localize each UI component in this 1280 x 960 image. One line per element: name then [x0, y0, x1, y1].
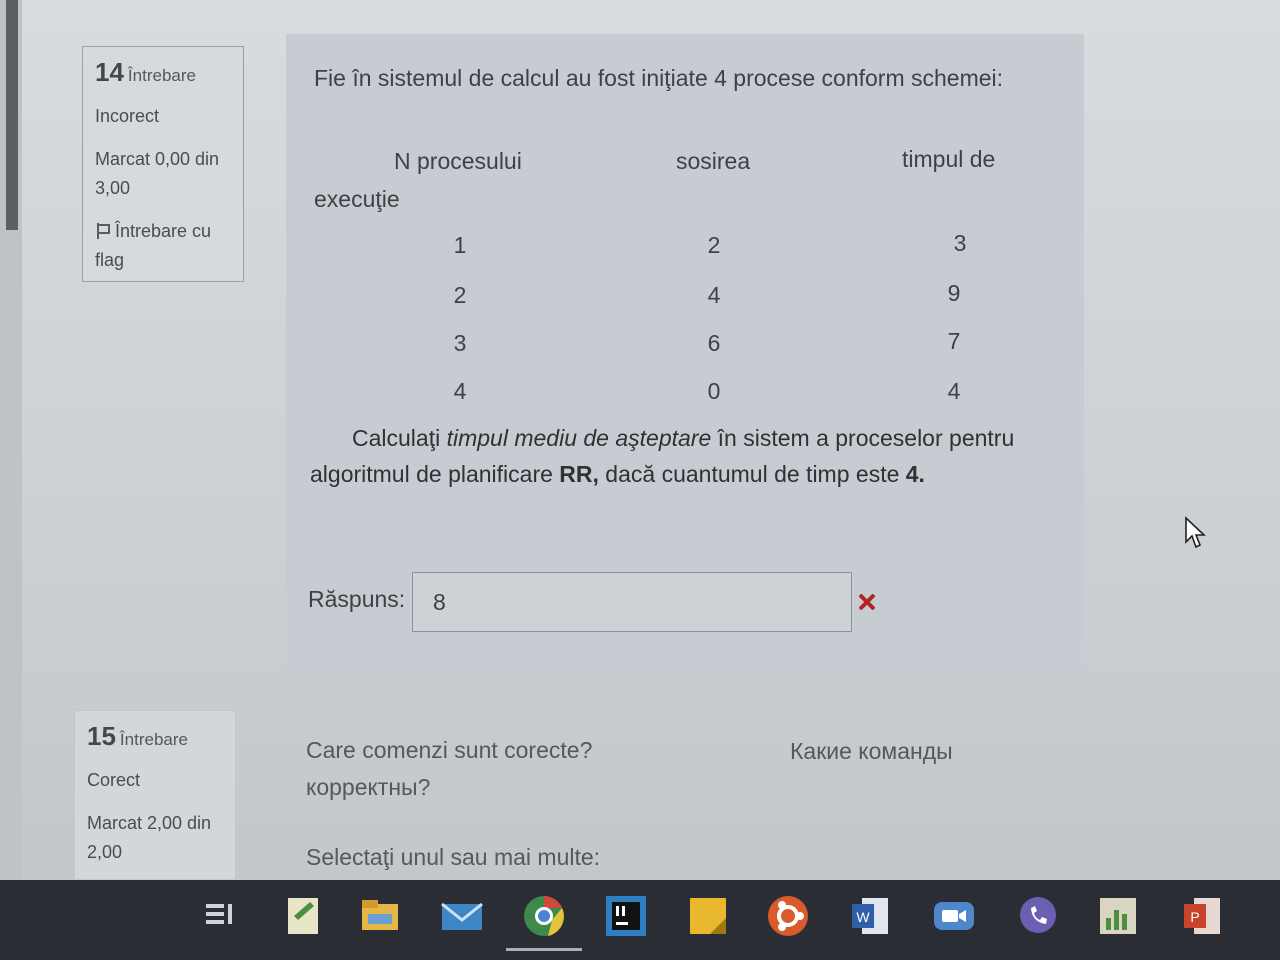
table-header-arrival: sosirea	[676, 148, 751, 174]
powerpoint-icon[interactable]	[1180, 894, 1224, 938]
svg-text:P: P	[1190, 909, 1200, 925]
table-cell: 4	[453, 378, 467, 404]
question-status: Incorect	[95, 106, 160, 126]
question-number: 14	[95, 57, 124, 87]
table-cell: 1	[453, 232, 467, 258]
word-icon[interactable]	[848, 894, 892, 938]
table-header-exec-line2: execuţie	[314, 186, 400, 212]
question-15-info	[74, 710, 236, 880]
select-prompt: Selectaţi unul sau mai multe:	[306, 844, 601, 870]
svg-text:W: W	[856, 909, 870, 925]
chrome-icon[interactable]	[522, 894, 566, 938]
left-scroll-edge	[0, 0, 22, 880]
answer-label: Răspuns:	[308, 586, 406, 612]
question-14-panel	[286, 34, 1084, 670]
question-word: Întrebare	[119, 730, 188, 749]
mouse-cursor-icon	[1184, 516, 1206, 550]
question-intro: Fie în sistemul de calcul au fost iniţiate 4 procese conform schemei:	[314, 65, 1004, 91]
question-status: Corect	[87, 770, 141, 790]
taskbar	[0, 880, 1280, 960]
table-cell: 6	[707, 330, 721, 356]
ubuntu-icon[interactable]	[766, 894, 810, 938]
question-mark: Marcat 0,00 din 3,00	[95, 149, 220, 198]
task-view-icon[interactable]	[198, 894, 242, 938]
chart-app-icon[interactable]	[1096, 894, 1140, 938]
question-word: Întrebare	[127, 66, 196, 85]
table-cell: 4	[947, 378, 961, 404]
question-number: 15	[87, 721, 116, 751]
active-app-indicator	[506, 948, 582, 951]
question-calc-text: Calculaţi timpul mediu de aşteptare în sistem a proceselor pentru algoritmul de planificare RR, dacă cuantumul de timp este 4.	[310, 425, 1015, 487]
table-cell: 2	[453, 282, 467, 308]
scrollbar-thumb[interactable]	[6, 0, 18, 230]
question-15-text: Care comenzi sunt corecte? корректны?	[306, 737, 593, 800]
table-cell: 4	[707, 282, 721, 308]
table-cell: 7	[947, 328, 961, 354]
table-cell: 9	[947, 280, 961, 306]
table-cell: 3	[453, 330, 467, 356]
incorrect-x-icon	[856, 592, 878, 614]
mail-icon[interactable]	[440, 894, 484, 938]
table-cell: 3	[953, 230, 967, 256]
question-14-info	[82, 46, 244, 282]
flag-question-link[interactable]	[95, 217, 231, 275]
zoom-icon[interactable]	[932, 894, 976, 938]
flag-label: Întrebare cu flag	[95, 221, 212, 270]
question-15-text-ru: Какие команды	[790, 738, 953, 764]
viber-icon[interactable]	[1016, 894, 1060, 938]
question-mark: Marcat 2,00 din 2,00	[87, 813, 212, 862]
table-cell: 2	[707, 232, 721, 258]
intellij-icon[interactable]	[604, 894, 648, 938]
file-explorer-icon[interactable]	[358, 894, 402, 938]
flag-icon	[95, 223, 109, 239]
table-header-exec-line1: timpul de	[902, 146, 996, 172]
notepad-icon[interactable]	[282, 894, 326, 938]
answer-input[interactable]	[412, 572, 852, 632]
sticky-notes-icon[interactable]	[686, 894, 730, 938]
table-cell: 0	[707, 378, 721, 404]
table-header-process: N procesului	[394, 148, 522, 174]
